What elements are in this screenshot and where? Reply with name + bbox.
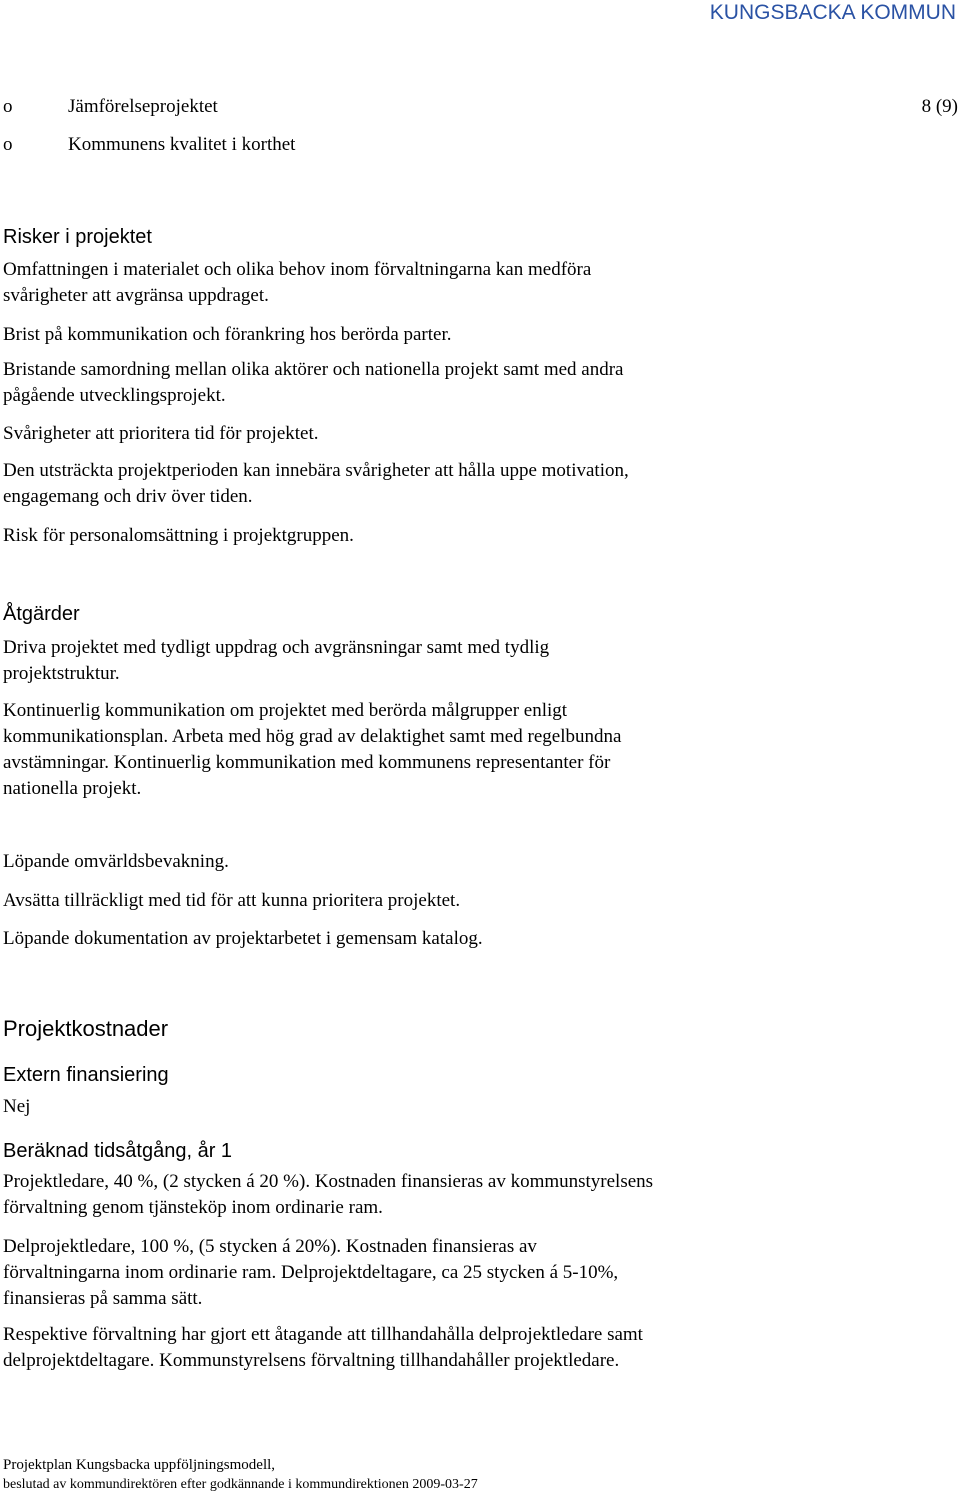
paragraph-line: Löpande omvärldsbevakning. — [3, 851, 229, 872]
bullet-marker: o — [3, 96, 13, 117]
external-financing-value: Nej — [3, 1096, 31, 1117]
paragraph-line: Brist på kommunikation och förankring hos berörda parter. — [3, 324, 452, 345]
paragraph-line: pågående utvecklingsprojekt. — [3, 385, 226, 406]
paragraph-line: förvaltning genom tjänsteköp inom ordinarie ram. — [3, 1197, 383, 1218]
paragraph-line: Avsätta tillräckligt med tid för att kunna prioritera projektet. — [3, 890, 461, 911]
paragraph-line: Omfattningen i materialet och olika behov inom förvaltningarna kan medföra — [3, 259, 592, 280]
footer-line: beslutad av kommundirektören efter godkännande i kommundirektionen 2009-03-27 — [3, 1477, 478, 1492]
risks-heading: Risker i projektet — [3, 226, 152, 248]
bullet-marker: o — [3, 134, 13, 155]
paragraph-line: Projektledare, 40 %, (2 stycken á 20 %). Kostnaden finansieras av kommunstyrelsens — [3, 1171, 654, 1192]
paragraph-line: Respektive förvaltning har gjort ett åtagande att tillhandahålla delprojektledare samt — [3, 1324, 643, 1345]
paragraph-line: avstämningar. Kontinuerlig kommunikation med kommunens representanter för — [3, 752, 611, 773]
paragraph-line: Delprojektledare, 100 %, (5 stycken á 20%). Kostnaden finansieras av — [3, 1236, 537, 1257]
footer-line: Projektplan Kungsbacka uppföljningsmodell, — [3, 1457, 276, 1473]
paragraph-line: finansieras på samma sätt. — [3, 1288, 203, 1309]
paragraph-line: Kontinuerlig kommunikation om projektet med berörda målgrupper enligt — [3, 700, 568, 721]
paragraph-line: projektstruktur. — [3, 663, 120, 684]
paragraph-line: Svårigheter att prioritera tid för projektet. — [3, 423, 319, 444]
bullet-text: Jämförelseprojektet — [68, 96, 218, 117]
page-number: 8 (9) — [921, 96, 958, 117]
bullet-item — [3, 132, 295, 158]
paragraph-line: Driva projektet med tydligt uppdrag och avgränsningar samt med tydlig — [3, 637, 550, 658]
paragraph-line: Bristande samordning mellan olika aktörer och nationella projekt samt med andra — [3, 359, 624, 380]
paragraph-line: nationella projekt. — [3, 778, 142, 799]
paragraph-line: Löpande dokumentation av projektarbetet i gemensam katalog. — [3, 928, 483, 949]
bullet-item — [3, 94, 218, 120]
actions-heading: Åtgärder — [3, 603, 80, 625]
paragraph-line: kommunikationsplan. Arbeta med hög grad av delaktighet samt med regelbundna — [3, 726, 622, 747]
paragraph-line: delprojektdeltagare. Kommunstyrelsens förvaltning tillhandahåller projektledare. — [3, 1350, 620, 1371]
external-financing-heading: Extern finansiering — [3, 1064, 169, 1086]
paragraph-line: Den utsträckta projektperioden kan innebära svårigheter att hålla uppe motivation, — [3, 460, 629, 481]
paragraph-line: engagemang och driv över tiden. — [3, 486, 253, 507]
org-name: KUNGSBACKA KOMMUN — [709, 1, 956, 24]
bullet-text: Kommunens kvalitet i korthet — [68, 134, 296, 155]
paragraph-line: förvaltningarna inom ordinarie ram. Delprojektdeltagare, ca 25 stycken á 5-10%, — [3, 1262, 619, 1283]
paragraph-line: svårigheter att avgränsa uppdraget. — [3, 285, 269, 306]
time-estimate-heading: Beräknad tidsåtgång, år 1 — [3, 1140, 233, 1162]
paragraph-line: Risk för personalomsättning i projektgruppen. — [3, 525, 354, 546]
costs-heading: Projektkostnader — [3, 1016, 169, 1041]
